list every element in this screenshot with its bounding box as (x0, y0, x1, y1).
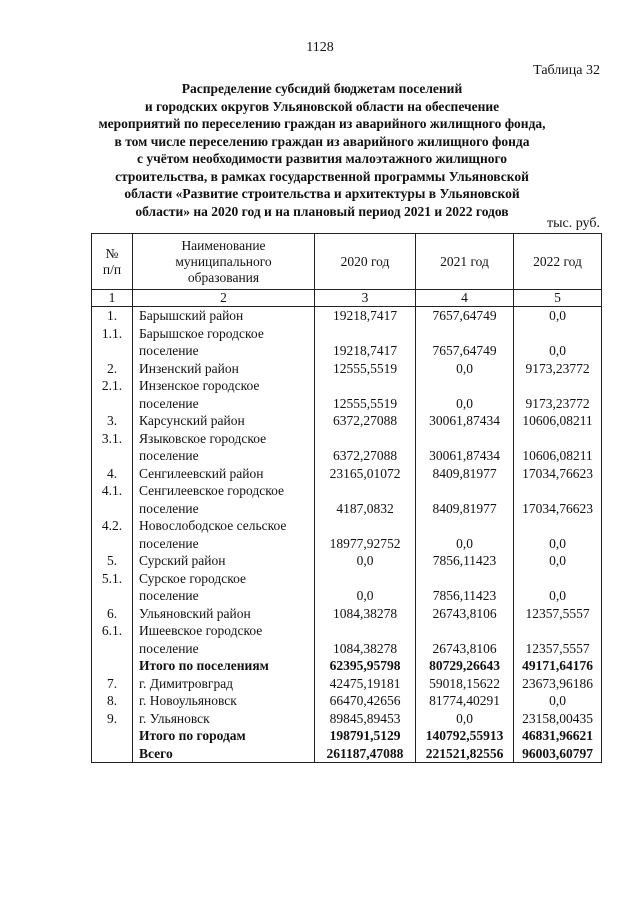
row-number: 5.1. (92, 570, 133, 605)
value-2020: 62395,95798 (315, 657, 416, 675)
value-2021: 0,0 (416, 710, 514, 728)
table-row (92, 430, 602, 465)
value-2020: 12555,5519 (315, 377, 416, 412)
municipality-name: г. Ульяновск (133, 710, 315, 728)
municipality-name: Барышский район (133, 307, 315, 325)
row-number: 2.1. (92, 377, 133, 412)
column-number: 1 (92, 290, 133, 307)
value-2020: 1084,38278 (315, 622, 416, 657)
row-number: 1.1. (92, 325, 133, 360)
title-line: Распределение субсидий бюджетам поселений (181, 81, 463, 96)
value-2021: 140792,55913 (416, 727, 514, 745)
municipality-name: Итого по поселениям (133, 657, 315, 675)
value-2020: 0,0 (315, 570, 416, 605)
row-number (92, 657, 133, 675)
row-number: 9. (92, 710, 133, 728)
value-2021: 80729,26643 (416, 657, 514, 675)
table-row (92, 465, 602, 483)
value-2022: 0,0 (514, 517, 602, 552)
value-2020: 23165,01072 (315, 465, 416, 483)
table-row (92, 710, 602, 728)
table-row (92, 377, 602, 412)
table-row (92, 570, 602, 605)
value-2022: 0,0 (514, 552, 602, 570)
title-line: области «Развитие строительства и архитектуры в Ульяновской (124, 186, 520, 201)
municipality-name: Инзенский район (133, 360, 315, 378)
value-2021: 26743,8106 (416, 605, 514, 623)
table-row (92, 360, 602, 378)
value-2022: 0,0 (514, 570, 602, 605)
municipality-name: Инзенское городское поселение (133, 377, 315, 412)
value-2020: 18977,92752 (315, 517, 416, 552)
value-2022: 10606,08211 (514, 430, 602, 465)
value-2021: 7657,64749 (416, 307, 514, 325)
value-2020: 42475,19181 (315, 675, 416, 693)
value-2020: 4187,0832 (315, 482, 416, 517)
title-line: в том числе переселению граждан из аварийного жилищного фонда (114, 133, 530, 149)
title-line: мероприятий по переселению граждан из аварийного жилищного фонда, (98, 116, 546, 131)
value-2021: 7856,11423 (416, 570, 514, 605)
value-2022: 9173,23772 (514, 377, 602, 412)
value-2020: 19218,7417 (315, 325, 416, 360)
title-line: строительства, в рамках государственной программы Ульяновской (115, 168, 529, 184)
row-number: 2. (92, 360, 133, 378)
table-row (92, 482, 602, 517)
value-2021: 59018,15622 (416, 675, 514, 693)
table-body (92, 307, 602, 763)
header-num: № п/п (92, 234, 133, 290)
value-2021: 8409,81977 (416, 465, 514, 483)
page-number: 1128 (306, 40, 334, 55)
value-2020: 12555,5519 (315, 360, 416, 378)
value-2022: 12357,5557 (514, 622, 602, 657)
value-2022: 46831,96621 (514, 727, 602, 745)
value-2021: 7657,64749 (416, 325, 514, 360)
value-2021: 8409,81977 (416, 482, 514, 517)
total-row (92, 657, 602, 675)
header-2021: 2021 год (416, 234, 514, 290)
municipality-name: Барышское городское поселение (133, 325, 315, 360)
value-2021: 81774,40291 (416, 692, 514, 710)
value-2021: 0,0 (416, 517, 514, 552)
municipality-name: Ишеевское городское поселение (133, 622, 315, 657)
row-number (92, 745, 133, 763)
value-2021: 0,0 (416, 360, 514, 378)
value-2020: 66470,42656 (315, 692, 416, 710)
table-label: Таблица 32 (533, 63, 600, 78)
table-row (92, 622, 602, 657)
row-number: 7. (92, 675, 133, 693)
value-2022: 96003,60797 (514, 745, 602, 763)
column-number: 4 (416, 290, 514, 307)
value-2022: 23158,00435 (514, 710, 602, 728)
municipality-name: г. Димитровград (133, 675, 315, 693)
value-2021: 30061,87434 (416, 412, 514, 430)
total-row (92, 727, 602, 745)
value-2020: 6372,27088 (315, 430, 416, 465)
column-number: 2 (133, 290, 315, 307)
value-2022: 10606,08211 (514, 412, 602, 430)
value-2022: 12357,5557 (514, 605, 602, 623)
value-2021: 26743,8106 (416, 622, 514, 657)
municipality-name: Итого по городам (133, 727, 315, 745)
value-2020: 198791,5129 (315, 727, 416, 745)
table-row (92, 675, 602, 693)
table-row (92, 517, 602, 552)
column-number: 3 (315, 290, 416, 307)
row-number: 8. (92, 692, 133, 710)
row-number: 3.1. (92, 430, 133, 465)
table-row (92, 552, 602, 570)
column-number: 5 (514, 290, 602, 307)
table-row (92, 325, 602, 360)
municipality-name: Карсунский район (133, 412, 315, 430)
value-2022: 0,0 (514, 692, 602, 710)
municipality-name: Всего (133, 745, 315, 763)
value-2020: 1084,38278 (315, 605, 416, 623)
value-2022: 17034,76623 (514, 482, 602, 517)
row-number: 1. (92, 307, 133, 325)
value-2020: 89845,89453 (315, 710, 416, 728)
value-2022: 17034,76623 (514, 465, 602, 483)
municipality-name: Сурское городское поселение (133, 570, 315, 605)
value-2021: 0,0 (416, 377, 514, 412)
value-2022: 23673,96186 (514, 675, 602, 693)
value-2020: 6372,27088 (315, 412, 416, 430)
row-number: 6.1. (92, 622, 133, 657)
table-row (92, 307, 602, 325)
row-number (92, 727, 133, 745)
municipality-name: г. Новоульяновск (133, 692, 315, 710)
municipality-name: Сенгилеевский район (133, 465, 315, 483)
title-line: с учётом необходимости развития малоэтажного жилищного (136, 151, 508, 166)
header-2020: 2020 год (315, 234, 416, 290)
value-2022: 9173,23772 (514, 360, 602, 378)
total-row (92, 745, 602, 763)
title-line: области» на 2020 год и на плановый период 2021 и 2022 годов (135, 203, 509, 219)
title-line: и городских округов Ульяновской области на обеспечение (144, 98, 500, 114)
value-2021: 221521,82556 (416, 745, 514, 763)
column-number-row (92, 290, 602, 307)
value-2020: 261187,47088 (315, 745, 416, 763)
value-2020: 0,0 (315, 552, 416, 570)
value-2021: 30061,87434 (416, 430, 514, 465)
table-header-row (92, 234, 602, 290)
unit-label: тыс. руб. (547, 216, 600, 231)
value-2022: 0,0 (514, 307, 602, 325)
municipality-name: Языковское городское поселение (133, 430, 315, 465)
row-number: 3. (92, 412, 133, 430)
municipality-name: Сурский район (133, 552, 315, 570)
row-number: 4.2. (92, 517, 133, 552)
row-number: 4.1. (92, 482, 133, 517)
row-number: 6. (92, 605, 133, 623)
table-row (92, 692, 602, 710)
row-number: 5. (92, 552, 133, 570)
document-title (92, 80, 552, 220)
municipality-name: Новослободское сельское поселение (133, 517, 315, 552)
value-2021: 7856,11423 (416, 552, 514, 570)
value-2022: 0,0 (514, 325, 602, 360)
municipality-name: Ульяновский район (133, 605, 315, 623)
table-row (92, 412, 602, 430)
table-row (92, 605, 602, 623)
subsidy-table (91, 233, 602, 763)
row-number: 4. (92, 465, 133, 483)
municipality-name: Сенгилеевское городское поселение (133, 482, 315, 517)
value-2020: 19218,7417 (315, 307, 416, 325)
header-2022: 2022 год (514, 234, 602, 290)
value-2022: 49171,64176 (514, 657, 602, 675)
header-name: Наименование муниципального образования (133, 234, 315, 290)
